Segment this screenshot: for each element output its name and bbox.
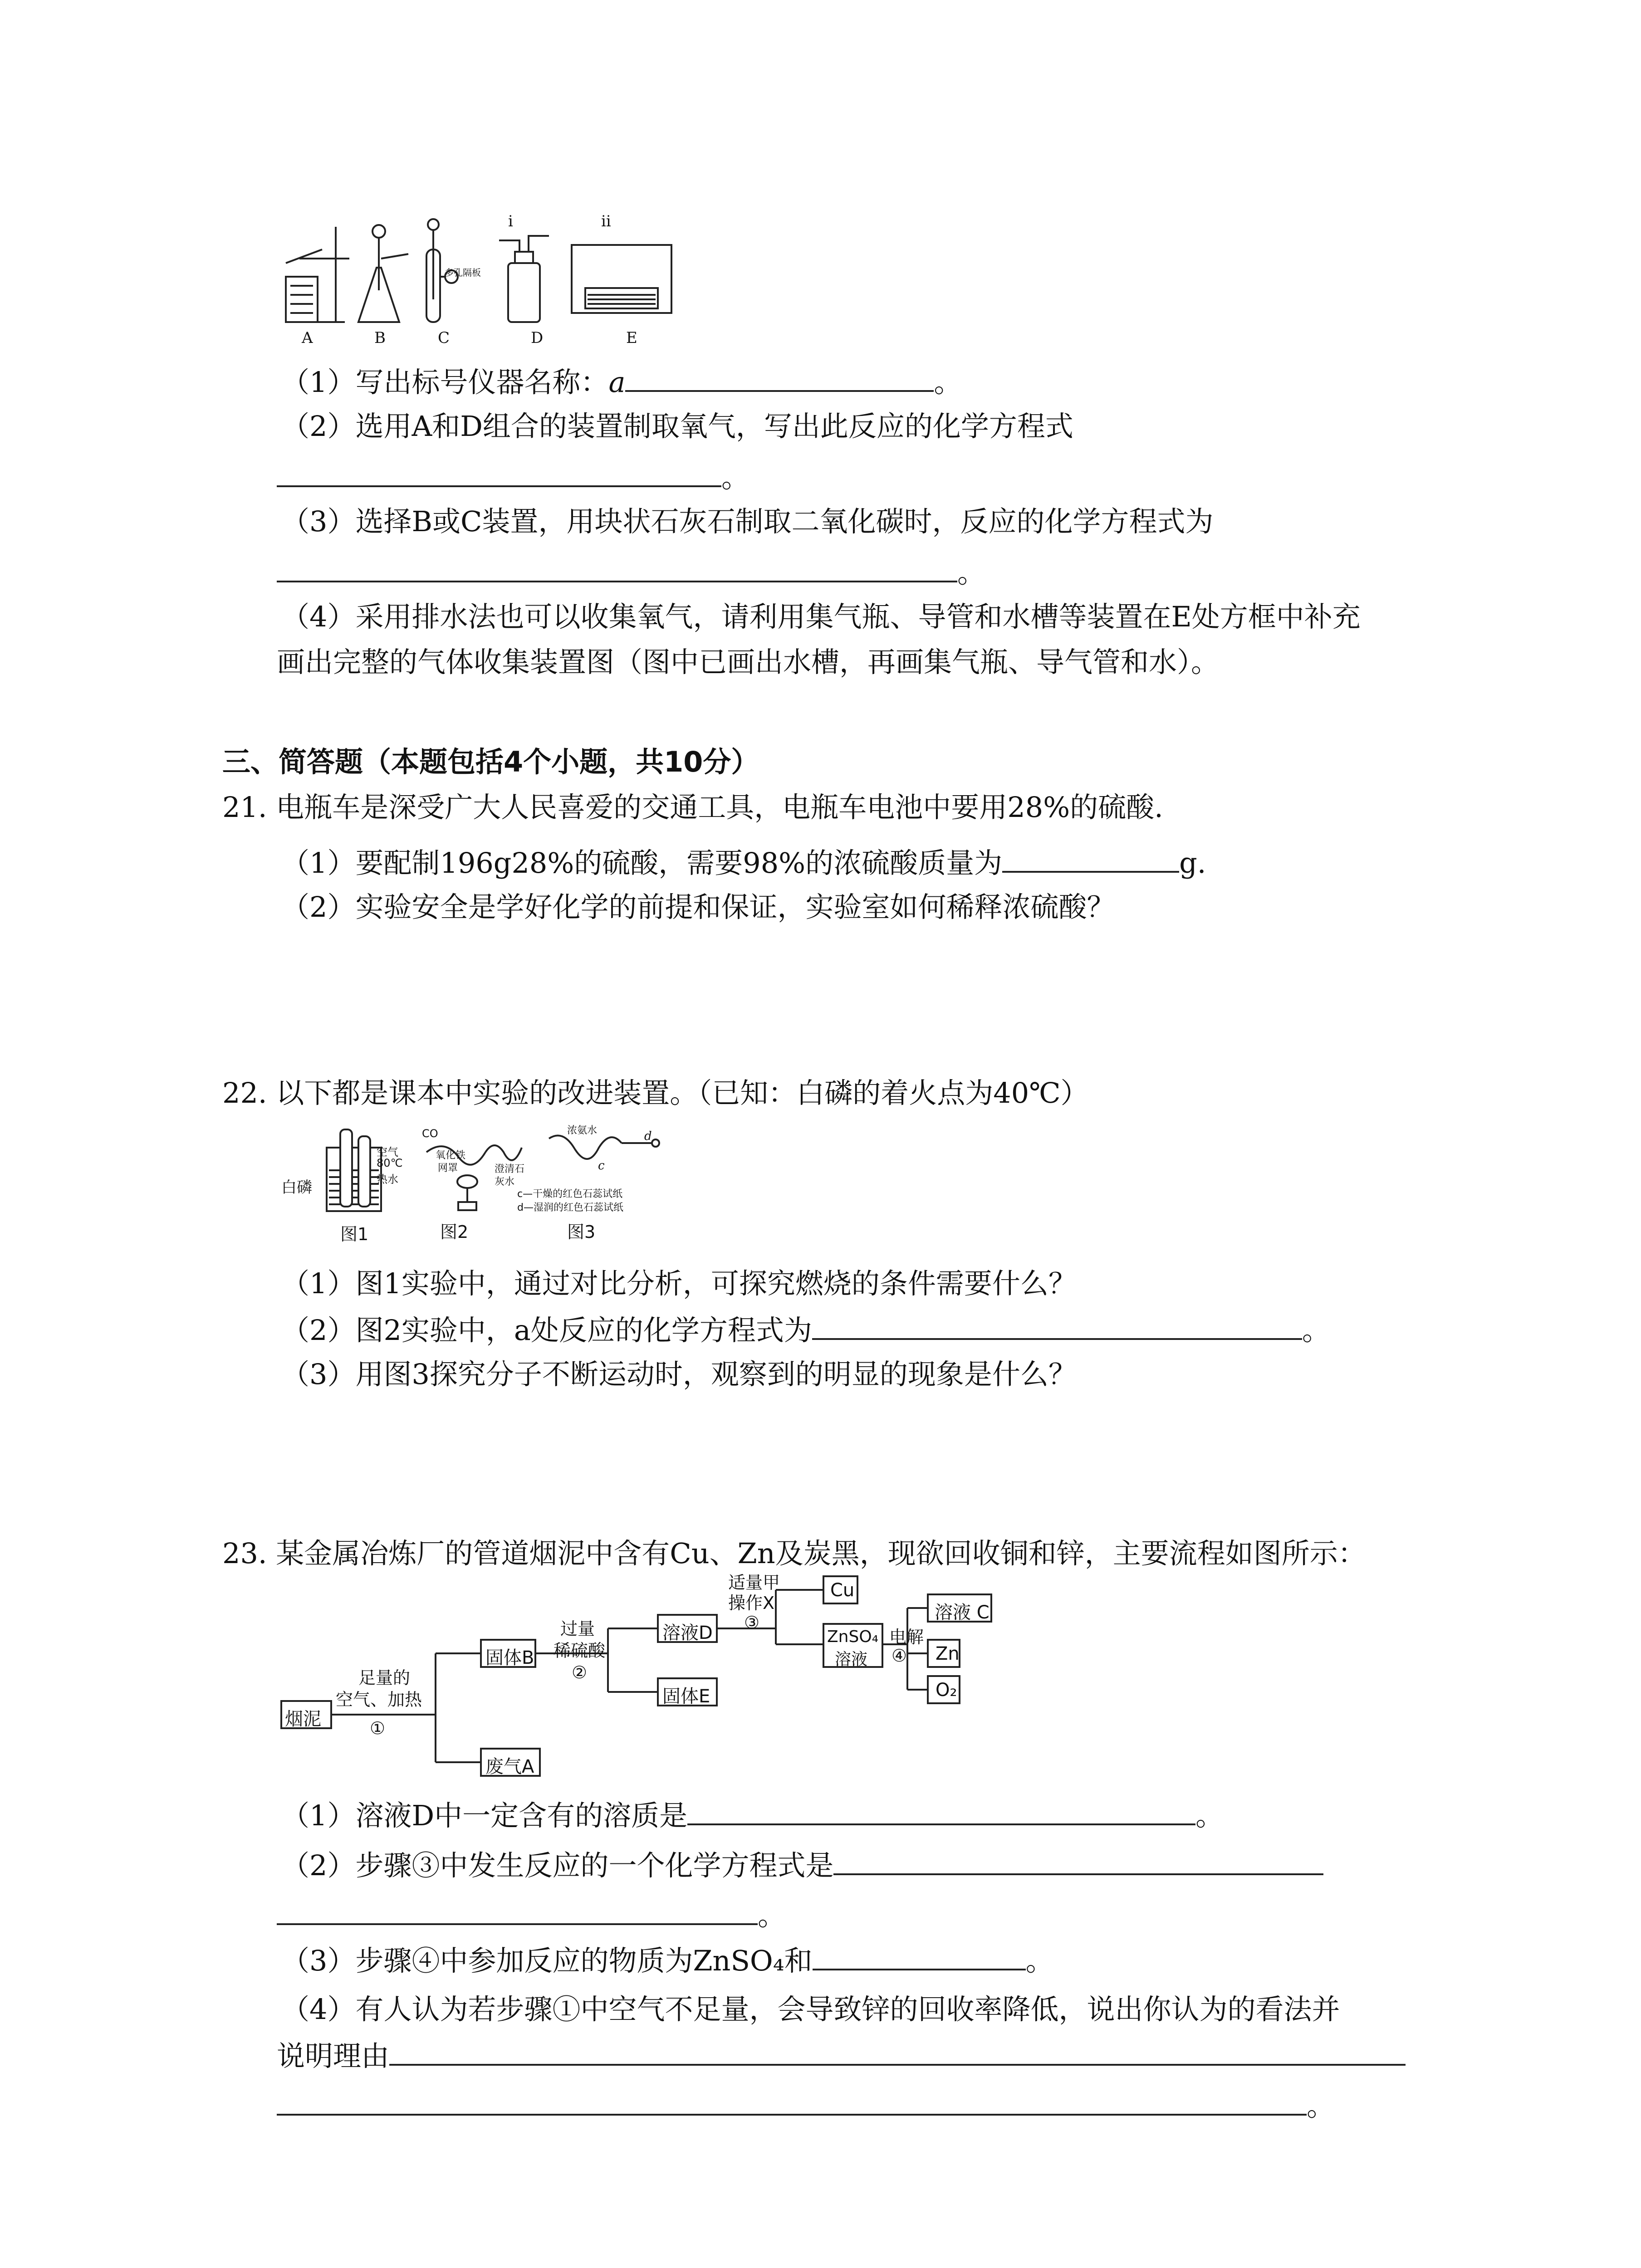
fig3-note-c: c—干燥的红色石蕊试纸 xyxy=(517,1188,623,1200)
label-porous-plate: 多孔隔板 xyxy=(445,267,481,278)
q21-part1: （1）要配制196g28%的硫酸，需要98%的浓硫酸质量为 g. xyxy=(281,844,1206,881)
q23-part4-cont: 。 xyxy=(277,2087,1335,2124)
fig2-label-iron-oxide: 氧化铁 xyxy=(436,1150,466,1161)
flow-sol-c: 溶液 C xyxy=(935,1602,989,1623)
fig3-label-c: c xyxy=(598,1159,605,1173)
q21-part2: （2）实验安全是学好化学的前提和保证，实验室如何稀释浓硫酸？ xyxy=(281,890,1115,924)
q22-part3: （3）用图3探究分子不断运动时，观察到的明显的现象是什么？ xyxy=(281,1358,1077,1391)
fig2-label-co: CO xyxy=(422,1127,438,1140)
q23-part1: （1）溶液D中一定含有的溶质是 。 xyxy=(281,1796,1224,1834)
flow-step2-mid: 稀硫酸 xyxy=(554,1641,606,1661)
q23-p3-blank[interactable] xyxy=(813,1941,1026,1970)
fig3-label-ammonia: 浓氨水 xyxy=(567,1125,598,1136)
q20-p2-blank[interactable] xyxy=(277,458,721,487)
apparatus-d xyxy=(499,236,549,322)
q20-part1: （1）写出标号仪器名称：a 。 xyxy=(281,363,962,401)
q20-part3-answer: 。 xyxy=(277,553,985,591)
fig1-label-white-p: 白磷 xyxy=(281,1178,312,1197)
fig2-label-limewater-1: 澄清石 xyxy=(495,1163,525,1175)
apparatus-e xyxy=(572,245,671,313)
label-b: B xyxy=(374,329,386,347)
flow-step2-top: 过量 xyxy=(560,1619,595,1639)
flow-step3-mid: 操作X xyxy=(728,1593,775,1613)
label-c: C xyxy=(438,329,450,347)
q23-p1-blank[interactable] xyxy=(687,1796,1195,1825)
q20-part4-line1: （4）采用排水法也可以收集氧气，请利用集气瓶、导管和水槽等装置在E处方框中补充 xyxy=(281,600,1361,633)
flow-step3-num: ③ xyxy=(744,1613,760,1633)
label-a: A xyxy=(302,329,313,347)
flow-znso4: ZnSO₄ xyxy=(827,1628,879,1646)
q23-p4-blank-2[interactable] xyxy=(277,2087,1307,2116)
flow-solid-b: 固体B xyxy=(485,1647,534,1668)
fig1-label-air: 空气 xyxy=(377,1146,398,1158)
flow-step4-top: 电解 xyxy=(889,1627,924,1647)
flow-step1-mid: 空气、加热 xyxy=(336,1690,422,1710)
flow-zn: Zn xyxy=(936,1643,960,1664)
q20-p1-blank[interactable] xyxy=(625,363,934,392)
flow-o2: O₂ xyxy=(936,1680,957,1701)
q20-part2-answer: 。 xyxy=(277,458,749,496)
flow-sol-d: 溶液D xyxy=(662,1623,713,1643)
label-d: D xyxy=(531,329,544,347)
fig3-note-d: d—湿润的红色石蕊试纸 xyxy=(517,1202,623,1213)
q22-part1: （1）图1实验中，通过对比分析，可探究燃烧的条件需要什么？ xyxy=(281,1267,1077,1300)
q22-p2-blank[interactable] xyxy=(812,1311,1302,1340)
fig1-label-hot-water: 热水 xyxy=(377,1173,398,1186)
q23-part4-line2: 说明理由 xyxy=(277,2037,1406,2074)
q22-figure xyxy=(277,1120,685,1238)
flow-start: 烟泥 xyxy=(285,1709,321,1730)
fig2-label-limewater-2: 灰水 xyxy=(495,1176,515,1188)
section3-title: 三、简答题（本题包括4个小题，共10分） xyxy=(222,745,759,778)
q20-p3-blank[interactable] xyxy=(277,553,957,582)
q20-part4-line2: 画出完整的气体收集装置图（图中已画出水槽，再画集气瓶、导气管和水）。 xyxy=(277,645,1220,679)
q20-part3: （3）选择B或C装置，用块状石灰石制取二氧化碳时，反应的化学方程式为 xyxy=(281,505,1214,538)
apparatus-a xyxy=(286,227,349,322)
q23-part2: （2）步骤③中发生反应的一个化学方程式是 xyxy=(281,1846,1323,1884)
flow-cu: Cu xyxy=(830,1580,855,1601)
q23-stem: 23. 某金属冶炼厂的管道烟泥中含有Cu、Zn及炭黑，现欲回收铜和锌，主要流程如图所示： xyxy=(222,1537,1366,1570)
q23-p2-blank-1[interactable] xyxy=(833,1846,1323,1875)
label-e: E xyxy=(626,329,637,347)
q23-p4-blank-1[interactable] xyxy=(389,2037,1406,2066)
q22-stem: 22. 以下都是课本中实验的改进装置。（已知：白磷的着火点为40℃） xyxy=(222,1076,1089,1110)
q23-part2-cont: 。 xyxy=(277,1896,786,1934)
fig2-caption: 图2 xyxy=(440,1222,469,1242)
flow-znso4-solution: 溶液 xyxy=(835,1650,868,1669)
q22-part2: （2）图2实验中，a处反应的化学方程式为 。 xyxy=(281,1311,1330,1349)
fig1-label-80c: 80℃ xyxy=(377,1157,403,1169)
fig3-label-d: d xyxy=(644,1129,652,1143)
flow-step3-top: 适量甲 xyxy=(728,1573,780,1593)
apparatus-b xyxy=(358,225,408,322)
q23-part3: （3）步骤④中参加反应的物质为ZnSO₄和 。 xyxy=(281,1941,1054,1979)
fig1-caption: 图1 xyxy=(340,1224,369,1244)
label-i: i xyxy=(508,212,513,230)
flow-gas-a: 废气A xyxy=(485,1756,534,1777)
flow-step4-num: ④ xyxy=(892,1646,907,1666)
flow-step1-num: ① xyxy=(370,1718,386,1738)
flow-step1-top: 足量的 xyxy=(358,1668,411,1688)
q20-part2: （2）选用A和D组合的装置制取氧气，写出此反应的化学方程式 xyxy=(281,410,1073,443)
flow-solid-e: 固体E xyxy=(662,1686,710,1707)
fig3-caption: 图3 xyxy=(567,1222,596,1242)
fig2-label-gauze: 网罩 xyxy=(438,1163,458,1174)
q21-p1-blank[interactable] xyxy=(1002,844,1179,873)
flow-step2-num: ② xyxy=(572,1662,588,1682)
q23-part4-line1: （4）有人认为若步骤①中空气不足量，会导致锌的回收率降低，说出你认为的看法并 xyxy=(281,1993,1340,2026)
q21-stem: 21. 电瓶车是深受广大人民喜爱的交通工具，电瓶车电池中要用28%的硫酸. xyxy=(222,791,1163,824)
label-ii: ii xyxy=(601,212,611,230)
q23-p2-blank-2[interactable] xyxy=(277,1896,758,1925)
